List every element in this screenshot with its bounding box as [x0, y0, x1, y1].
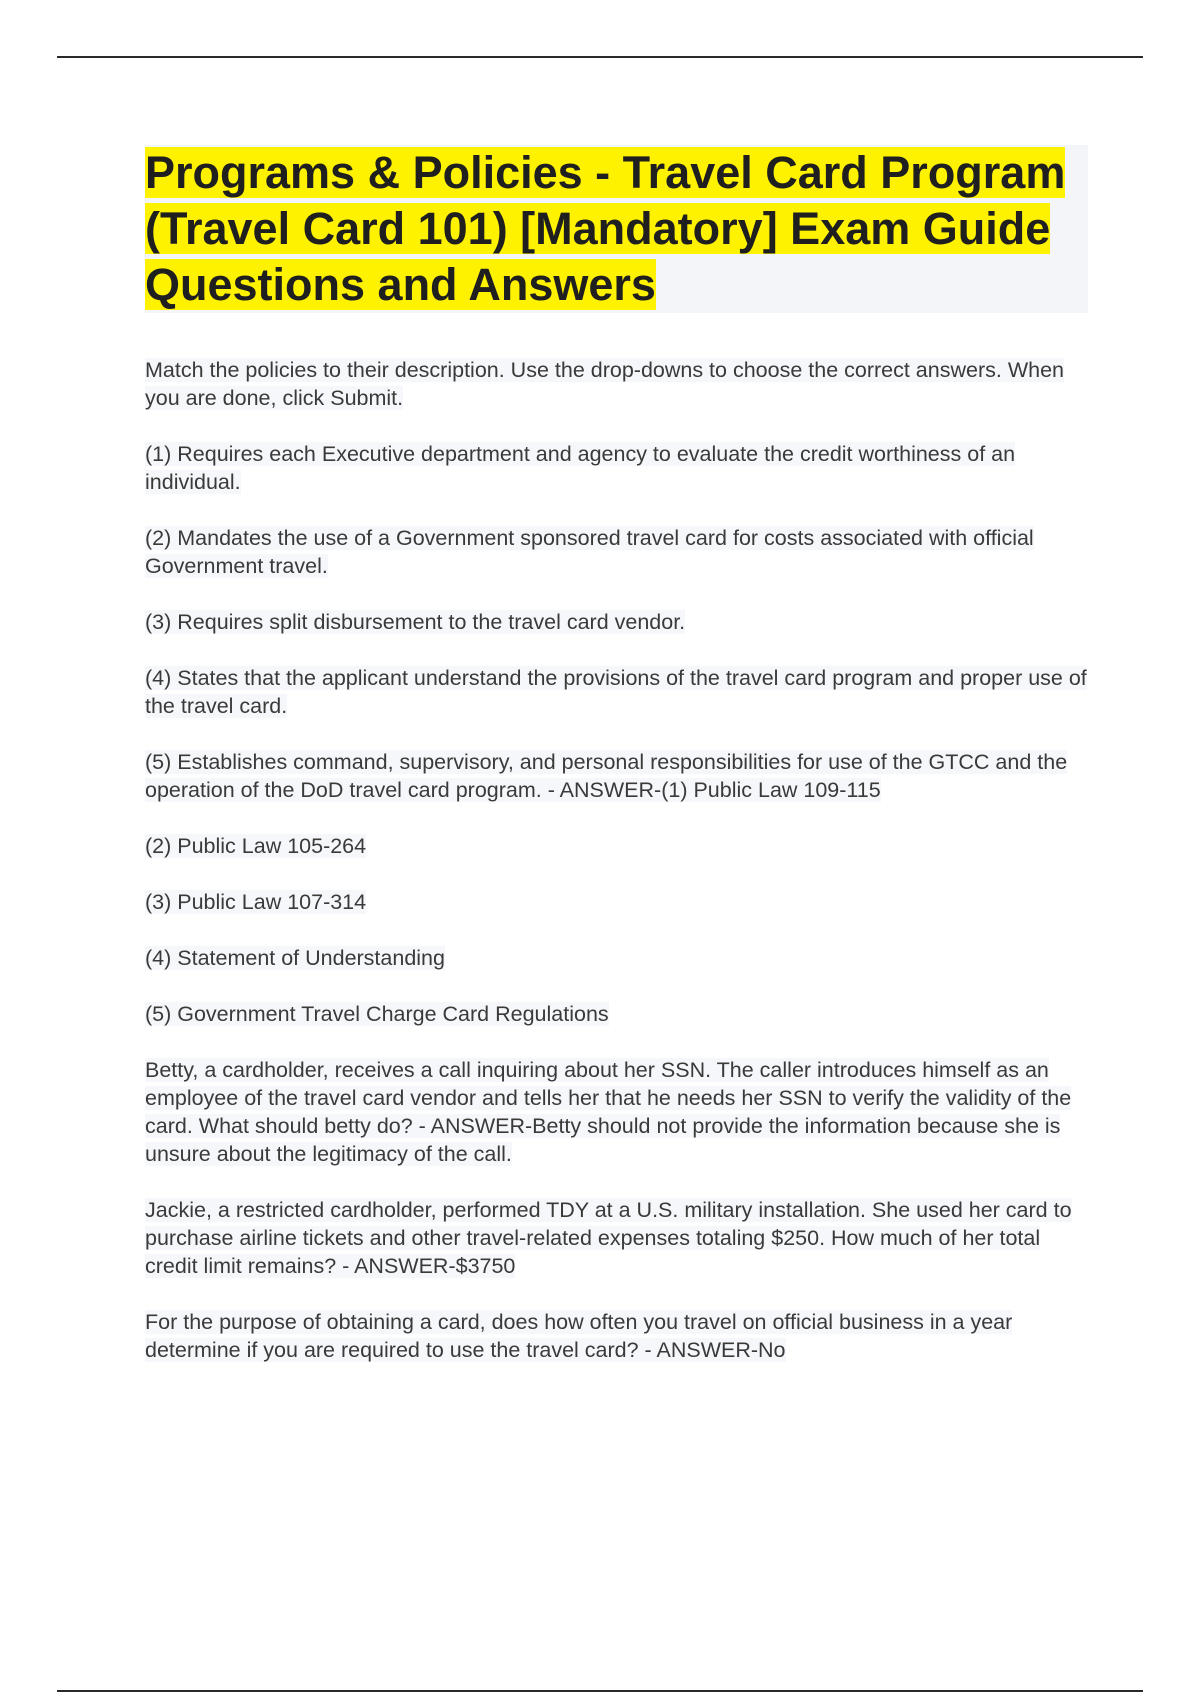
- paragraph-text: Jackie, a restricted cardholder, performed TDY at a U.S. military installation. She used her card to purchase airline tickets and other travel-related expenses totaling $250. How much of her total credit limit remains? - ANSWER-$3750: [145, 1198, 1072, 1278]
- paragraph-text: (5) Establishes command, supervisory, and personal responsibilities for use of the GTCC and the operation of the DoD travel card program. - ANSWER-(1) Public Law 109-115: [145, 750, 1068, 802]
- paragraph-text: (5) Government Travel Charge Card Regulations: [145, 1002, 609, 1026]
- top-divider: [57, 56, 1143, 58]
- title-block: [145, 145, 1088, 313]
- paragraph: [145, 888, 1090, 916]
- document-title-text: Programs & Policies - Travel Card Program (Travel Card 101) [Mandatory] Exam Guide Questions and Answers: [145, 147, 1066, 310]
- paragraph-text: (4) States that the applicant understand the provisions of the travel card program and proper use of the travel card.: [145, 666, 1087, 718]
- paragraph-text: (2) Mandates the use of a Government sponsored travel card for costs associated with official Government travel.: [145, 526, 1034, 578]
- paragraph: [145, 608, 1090, 636]
- paragraph: [145, 1056, 1090, 1168]
- paragraph: [145, 1000, 1090, 1028]
- paragraph-text: Betty, a cardholder, receives a call inquiring about her SSN. The caller introduces himself as an employee of the travel card vendor and tells her that he needs her SSN to verify the validity of the card. What should betty do? - ANSWER-Betty should not provide the information because she is unsure about the legitimacy of the call.: [145, 1058, 1072, 1166]
- document-title: [145, 145, 1088, 313]
- paragraph-text: (4) Statement of Understanding: [145, 946, 445, 970]
- paragraph: [145, 524, 1090, 580]
- paragraph-text: (3) Public Law 107-314: [145, 890, 367, 914]
- paragraph: [145, 440, 1090, 496]
- paragraph: [145, 748, 1090, 804]
- paragraph: [145, 1196, 1090, 1280]
- paragraph-text: (3) Requires split disbursement to the travel card vendor.: [145, 610, 686, 634]
- paragraph-text: (2) Public Law 105-264: [145, 834, 367, 858]
- paragraph-text: Match the policies to their description. Use the drop-downs to choose the correct answers. When you are done, click Submit.: [145, 358, 1064, 410]
- paragraph: [145, 664, 1090, 720]
- paragraph: [145, 832, 1090, 860]
- paragraph: [145, 1308, 1090, 1364]
- paragraph-text: For the purpose of obtaining a card, does how often you travel on official business in a year determine if you are required to use the travel card? - ANSWER-No: [145, 1310, 1013, 1362]
- paragraph: [145, 356, 1090, 412]
- document-body: [145, 356, 1090, 1392]
- paragraph-text: (1) Requires each Executive department and agency to evaluate the credit worthiness of an individual.: [145, 442, 1016, 494]
- paragraph: [145, 944, 1090, 972]
- bottom-divider: [57, 1690, 1143, 1692]
